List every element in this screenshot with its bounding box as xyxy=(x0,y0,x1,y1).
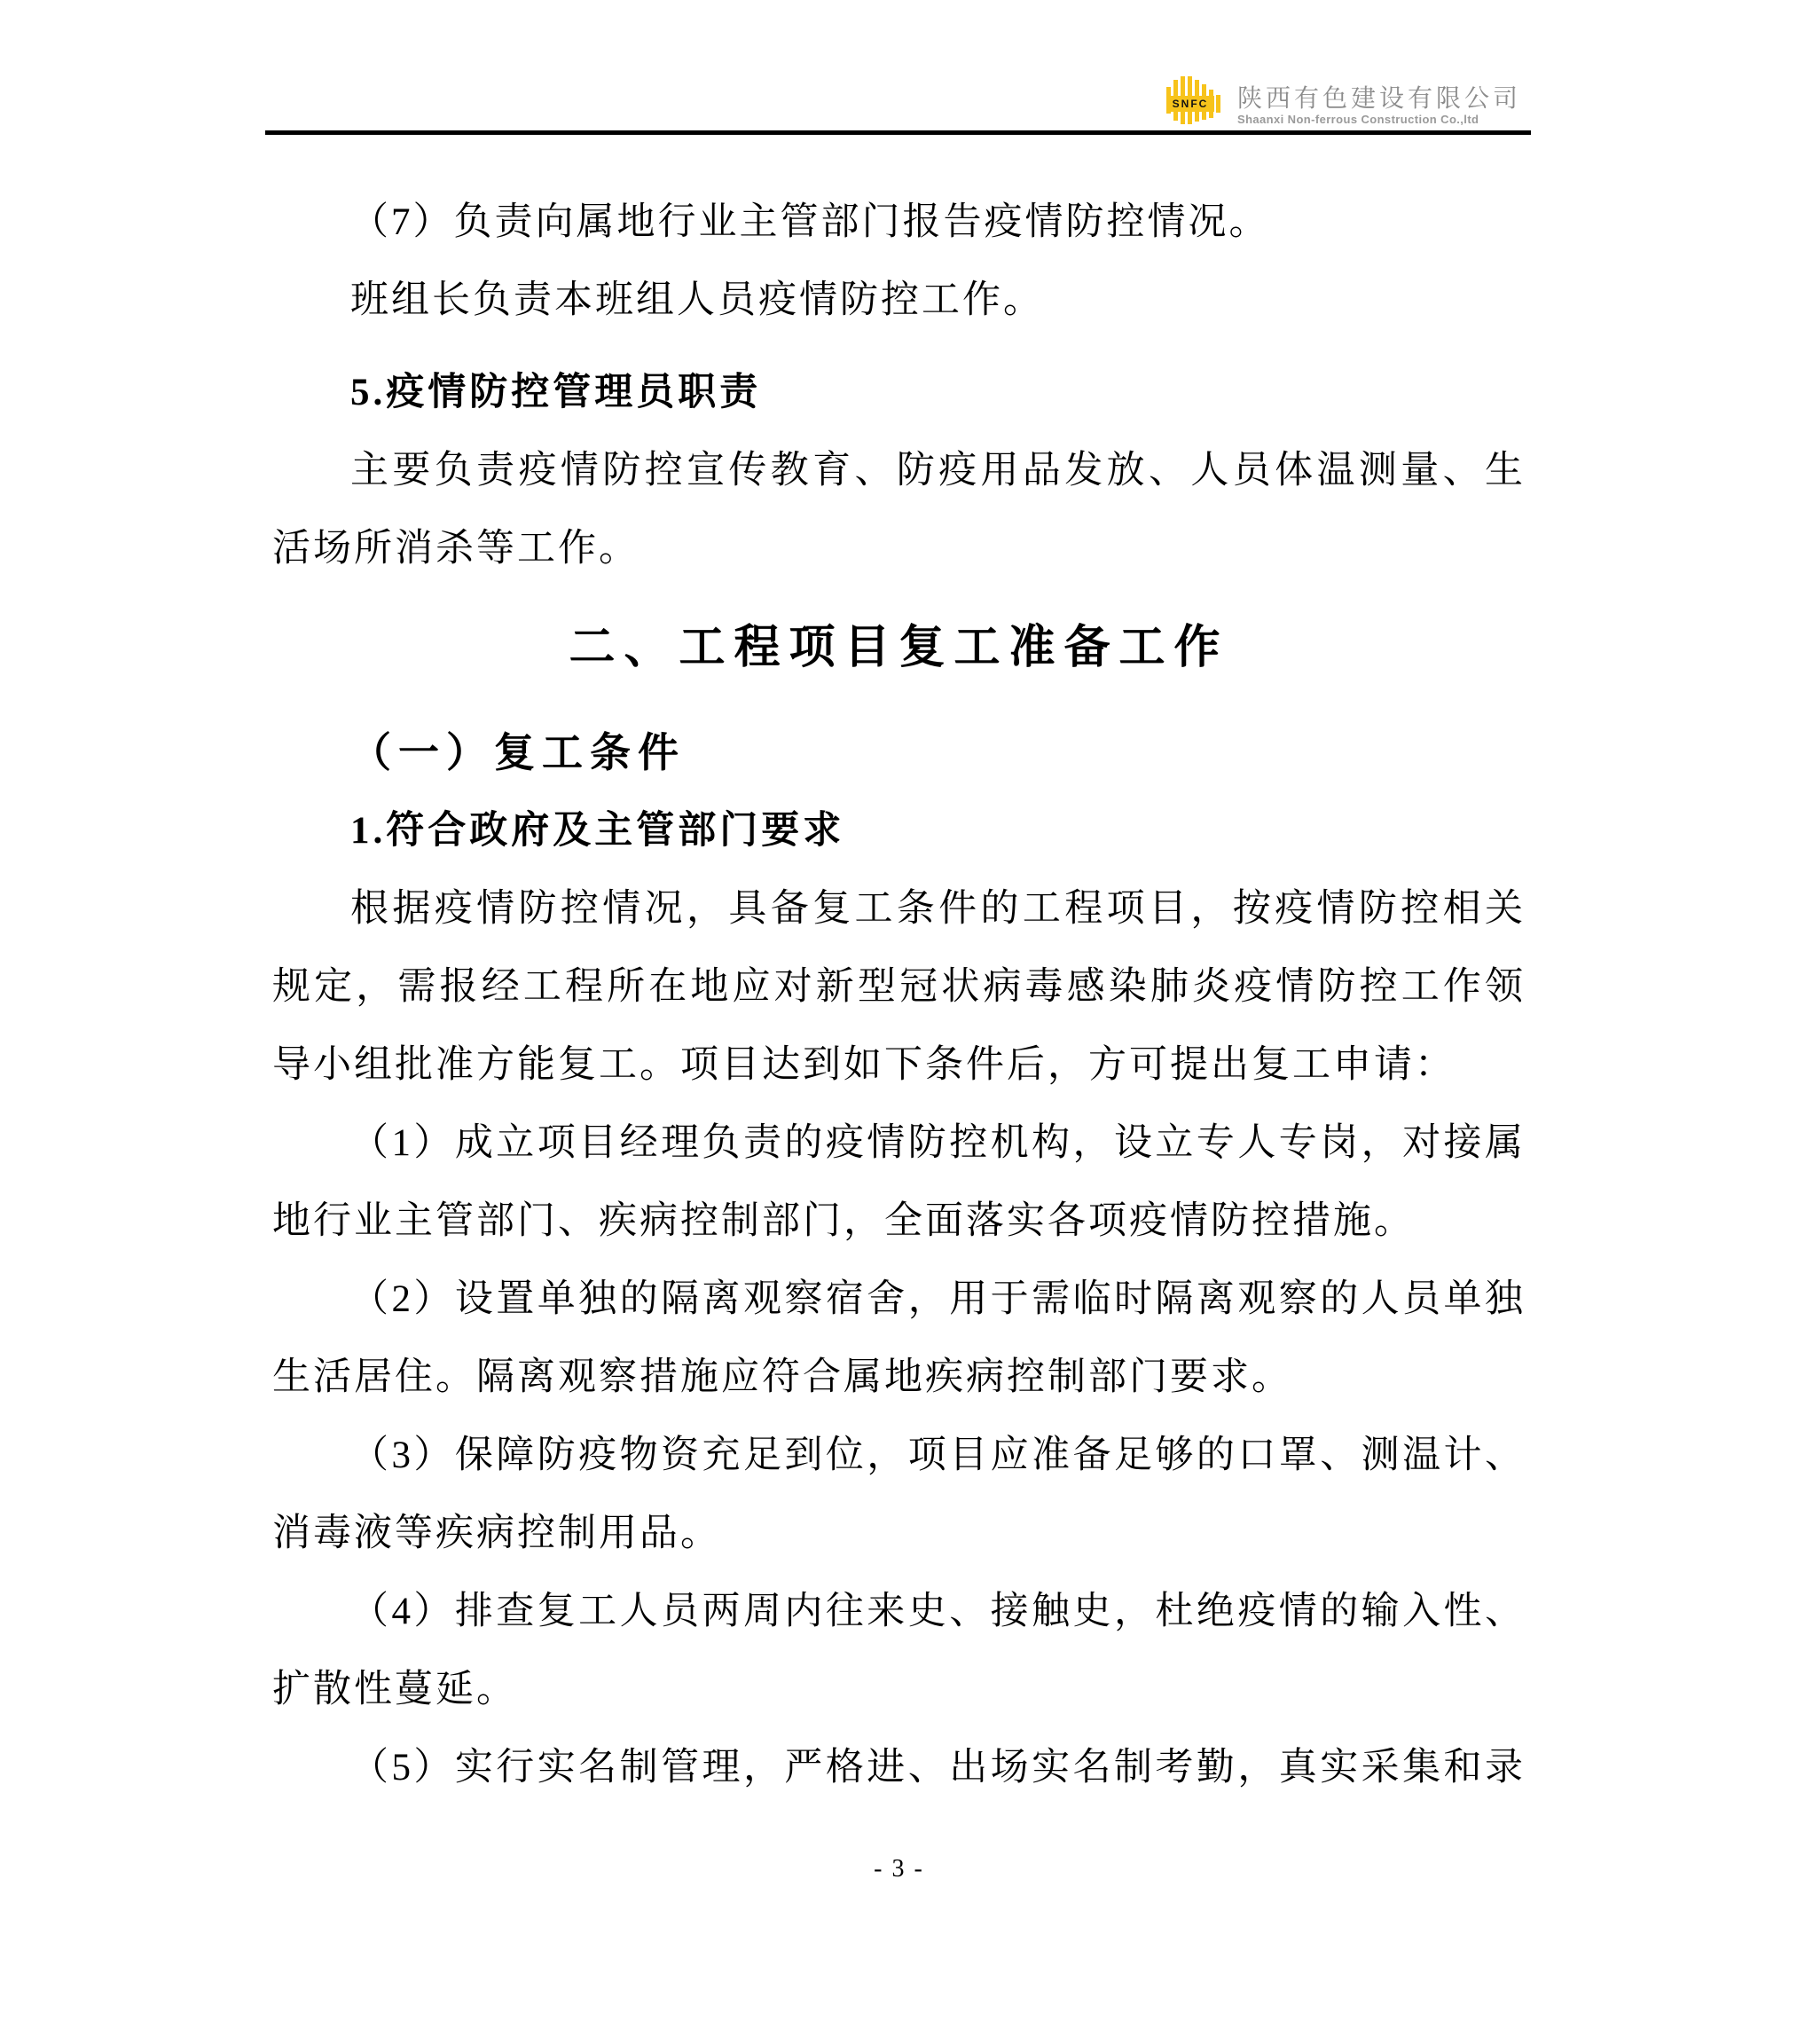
snfc-bars-icon xyxy=(1166,76,1220,126)
paragraph-line: （7）负责向属地行业主管部门报告疫情防控情况。 xyxy=(350,201,1270,243)
document-body xyxy=(272,184,1526,1894)
logo-abbr-text: SNFC xyxy=(1172,98,1209,110)
paragraph-line: 规定，需报经工程所在地应对新型冠状病毒感染肺炎疫情防控工作领 xyxy=(272,966,1526,1008)
paragraph-line: （2）设置单独的隔离观察宿舍，用于需临时隔离观察的人员单独 xyxy=(350,1278,1526,1320)
paragraph-line: （1）成立项目经理负责的疫情防控机构，设立专人专岗，对接属 xyxy=(350,1122,1526,1164)
paragraph-line: 生活居住。隔离观察措施应符合属地疾病控制部门要求。 xyxy=(272,1356,1292,1398)
company-name-cn: 陕西有色建设有限公司 xyxy=(1237,84,1522,112)
chapter-heading: 二、工程项目复工准备工作 xyxy=(569,623,1229,673)
paragraph-line: （3）保障防疫物资充足到位，项目应准备足够的口罩、测温计、 xyxy=(350,1435,1526,1476)
company-name-en: Shaanxi Non-ferrous Construction Co.,ltd xyxy=(1237,113,1479,126)
section-heading-1: 1.符合政府及主管部门要求 xyxy=(350,810,845,852)
page-number: - 3 - xyxy=(874,1855,924,1883)
paragraph-line: 导小组批准方能复工。项目达到如下条件后，方可提出复工申请： xyxy=(272,1044,1456,1086)
paragraph-line: 消毒液等疾病控制用品。 xyxy=(272,1513,721,1554)
paragraph-line: 地行业主管部门、疾病控制部门，全面落实各项疫情防控措施。 xyxy=(272,1200,1415,1242)
company-name-block xyxy=(1237,76,1521,127)
paragraph-line: （5）实行实名制管理，严格进、出场实名制考勤，真实采集和录 xyxy=(350,1747,1526,1788)
paragraph-line: 活场所消杀等工作。 xyxy=(272,528,640,570)
paragraph-line: 根据疫情防控情况，具备复工条件的工程项目，按疫情防控相关 xyxy=(350,888,1526,930)
logo-badge xyxy=(1166,96,1214,112)
section-heading-5: 5.疫情防控管理员职责 xyxy=(350,372,762,413)
subsection-heading: （一）复工条件 xyxy=(350,730,686,775)
header-divider-line xyxy=(265,130,1531,135)
company-logo xyxy=(1166,76,1521,127)
paragraph-line: 扩散性蔓延。 xyxy=(272,1669,517,1710)
paragraph-line: （4）排查复工人员两周内往来史、接触史，杜绝疫情的输入性、 xyxy=(350,1591,1526,1632)
paragraph-line: 班组长负责本班组人员疫情防控工作。 xyxy=(350,279,1044,321)
logo-bar xyxy=(1216,95,1220,113)
paragraph-line: 主要负责疫情防控宣传教育、防疫用品发放、人员体温测量、生 xyxy=(350,450,1526,491)
